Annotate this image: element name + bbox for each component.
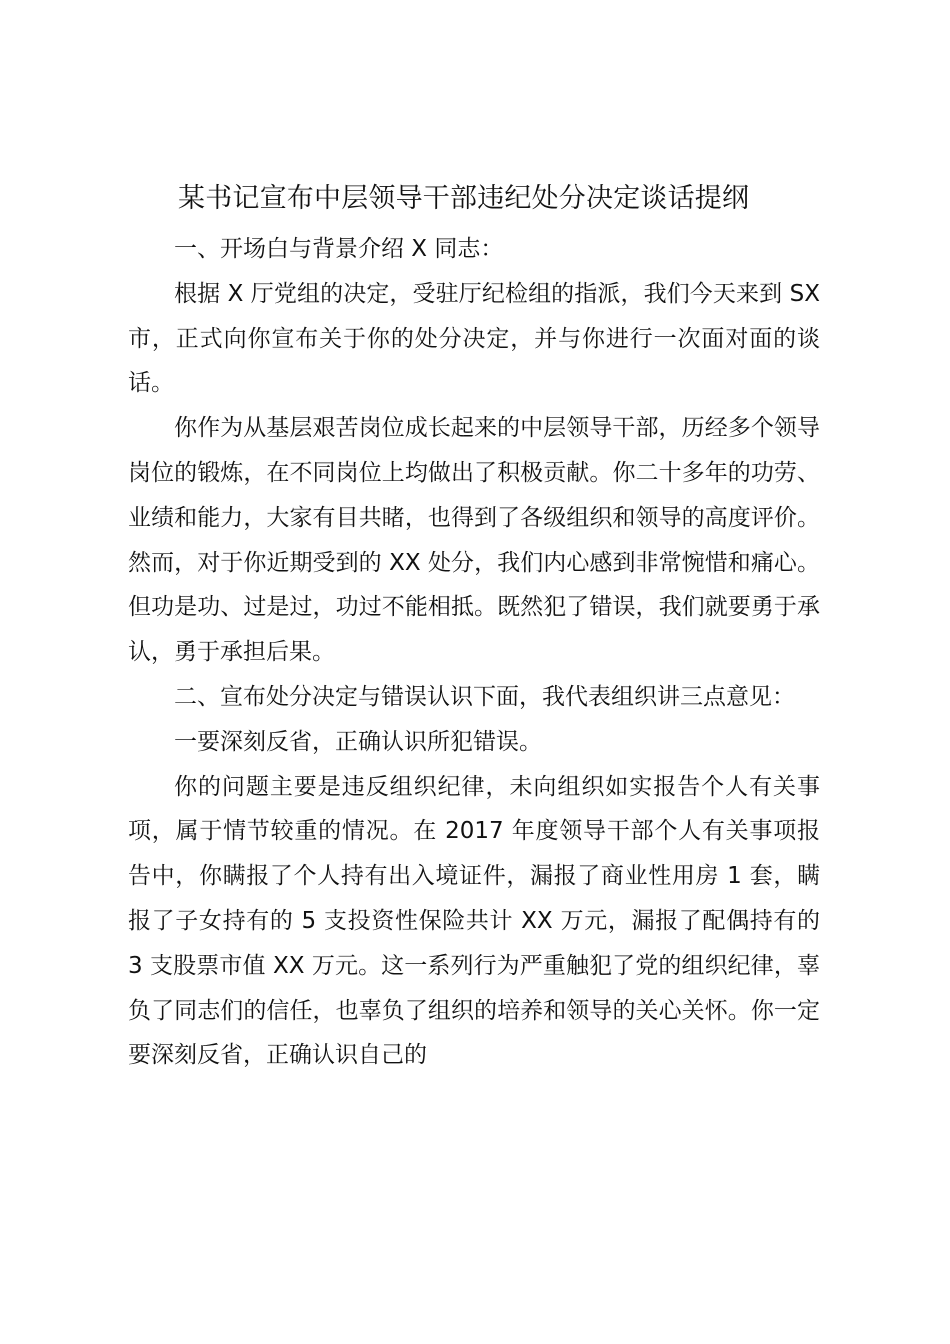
point-heading: 一要深刻反省，正确认识所犯错误。 [174,728,542,755]
section-heading-opening: 一、开场白与背景介绍 X 同志： [174,236,504,262]
body-paragraph: 根据 X 厅党组的决定，受驻厅纪检组的指派，我们今天来到 SX 市，正式向你宣布关于你的处分决定，并与你进行一次面对面的谈话。 [128,280,820,397]
body-paragraph: 你的问题主要是违反组织纪律，未向组织如实报告个人有关事项，属于情节较重的情况。在 2017 年度领导干部个人有关事项报告中，你瞒报了个人持有出入境证件，漏报了商业性用房 1 套，瞒报了子女持有的 5 支投资性保险共计 XX 万元，漏报了配偶持有的 3 支股票市值 XX 万元。这一系列行为严重触犯了党的组织纪律，辜负了同志们的信任，也辜负了组织的培养和领导的关心关怀。你一定要深刻反省，正确认识自己的 [128,773,820,1069]
body-paragraph: 你作为从基层艰苦岗位成长起来的中层领导干部，历经多个领导岗位的锻炼，在不同岗位上均做出了积极贡献。你二十多年的功劳、业绩和能力，大家有目共睹，也得到了各级组织和领导的高度评价。然而，对于你近期受到的 XX 处分，我们内心感到非常惋惜和痛心。但功是功、过是过，功过不能相抵。既然犯了错误，我们就要勇于承认，勇于承担后果。 [128,415,820,666]
section-heading-decision: 二、宣布处分决定与错误认识下面，我代表组织讲三点意见： [174,683,795,710]
document-body [128,227,820,1078]
document-title: 某书记宣布中层领导干部违纪处分决定谈话提纲 [178,183,750,214]
